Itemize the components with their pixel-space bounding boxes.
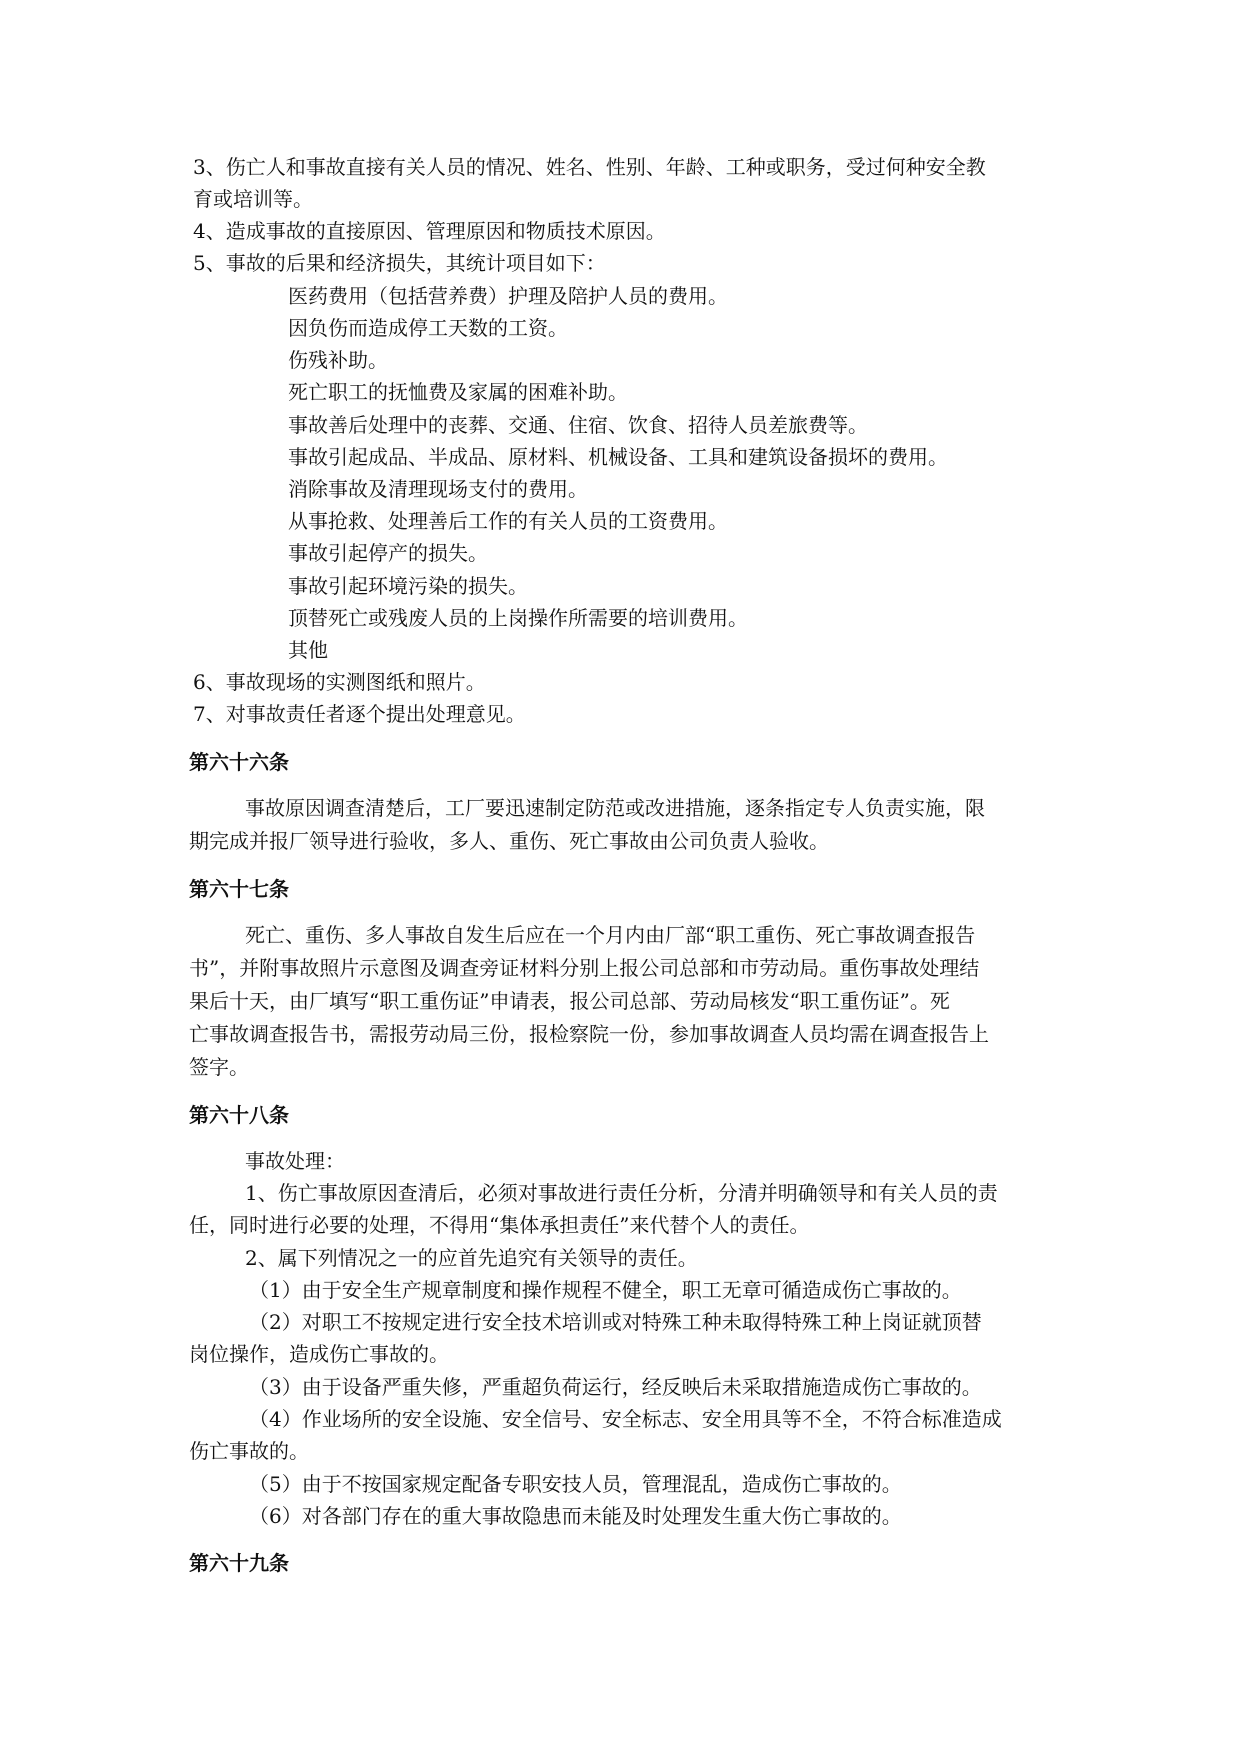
article-68-line: （3）由于设备严重失修，严重超负荷运行，经反映后未采取措施造成伤亡事故的。 xyxy=(249,1375,982,1399)
article-68-line: 岗位操作，造成伤亡事故的。 xyxy=(189,1342,449,1366)
cost-item: 顶替死亡或残废人员的上岗操作所需要的培训费用。 xyxy=(288,606,748,630)
list-item-4: 4、造成事故的直接原因、管理原因和物质技术原因。 xyxy=(193,219,666,243)
article-68-line: 事故处理： xyxy=(245,1149,345,1173)
article-67-line: 书”，并附事故照片示意图及调查旁证材料分别上报公司总部和市劳动局。重伤事故处理结 xyxy=(189,956,980,980)
article-68-line: 伤亡事故的。 xyxy=(189,1439,309,1463)
list-item-3-line-1: 3、伤亡人和事故直接有关人员的情况、姓名、性别、年龄、工种或职务，受过何种安全教 xyxy=(193,155,986,179)
cost-item: 事故引起成品、半成品、原材料、机械设备、工具和建筑设备损坏的费用。 xyxy=(288,445,948,469)
list-item-6: 6、事故现场的实测图纸和照片。 xyxy=(193,670,486,694)
article-67-heading: 第六十七条 xyxy=(189,877,289,901)
article-68-line: 2、属下列情况之一的应首先追究有关领导的责任。 xyxy=(245,1246,698,1270)
article-68-line: （2）对职工不按规定进行安全技术培训或对特殊工种未取得特殊工种上岗证就顶替 xyxy=(249,1310,982,1334)
article-68-heading: 第六十八条 xyxy=(189,1103,289,1127)
cost-item: 消除事故及清理现场支付的费用。 xyxy=(288,477,588,501)
list-item-5: 5、事故的后果和经济损失，其统计项目如下： xyxy=(193,251,606,275)
cost-item: 事故善后处理中的丧葬、交通、住宿、饮食、招待人员差旅费等。 xyxy=(288,413,868,437)
article-67-line: 亡事故调查报告书，需报劳动局三份，报检察院一份，参加事故调查人员均需在调查报告上 xyxy=(189,1022,989,1046)
article-68-line: （4）作业场所的安全设施、安全信号、安全标志、安全用具等不全，不符合标准造成 xyxy=(249,1407,1002,1431)
article-67-line: 签字。 xyxy=(189,1055,249,1079)
cost-item: 因负伤而造成停工天数的工资。 xyxy=(288,316,568,340)
cost-item: 死亡职工的抚恤费及家属的困难补助。 xyxy=(288,380,628,404)
article-69-heading: 第六十九条 xyxy=(189,1551,289,1575)
article-68-line: （6）对各部门存在的重大事故隐患而未能及时处理发生重大伤亡事故的。 xyxy=(249,1504,902,1528)
cost-item: 事故引起环境污染的损失。 xyxy=(288,574,528,598)
article-68-line: （5）由于不按国家规定配备专职安技人员，管理混乱，造成伤亡事故的。 xyxy=(249,1472,902,1496)
cost-item: 医药费用（包括营养费）护理及陪护人员的费用。 xyxy=(288,284,728,308)
article-66-line: 期完成并报厂领导进行验收，多人、重伤、死亡事故由公司负责人验收。 xyxy=(189,829,829,853)
article-66-line: 事故原因调查清楚后，工厂要迅速制定防范或改进措施，逐条指定专人负责实施，限 xyxy=(245,796,985,820)
article-68-line: 1、伤亡事故原因查清后，必须对事故进行责任分析，分清并明确领导和有关人员的责 xyxy=(245,1181,998,1205)
cost-item: 事故引起停产的损失。 xyxy=(288,541,488,565)
article-66-heading: 第六十六条 xyxy=(189,750,289,774)
article-67-line: 果后十天，由厂填写“职工重伤证”申请表，报公司总部、劳动局核发“职工重伤证”。死 xyxy=(189,989,950,1013)
cost-item: 从事抢救、处理善后工作的有关人员的工资费用。 xyxy=(288,509,728,533)
cost-item: 其他 xyxy=(288,638,328,662)
article-68-line: 任，同时进行必要的处理，不得用“集体承担责任”来代替个人的责任。 xyxy=(189,1213,810,1237)
article-67-line: 死亡、重伤、多人事故自发生后应在一个月内由厂部“职工重伤、死亡事故调查报告 xyxy=(245,923,976,947)
list-item-3-line-2: 育或培训等。 xyxy=(193,187,313,211)
list-item-7: 7、对事故责任者逐个提出处理意见。 xyxy=(193,702,526,726)
cost-item: 伤残补助。 xyxy=(288,348,388,372)
article-68-line: （1）由于安全生产规章制度和操作规程不健全，职工无章可循造成伤亡事故的。 xyxy=(249,1278,962,1302)
